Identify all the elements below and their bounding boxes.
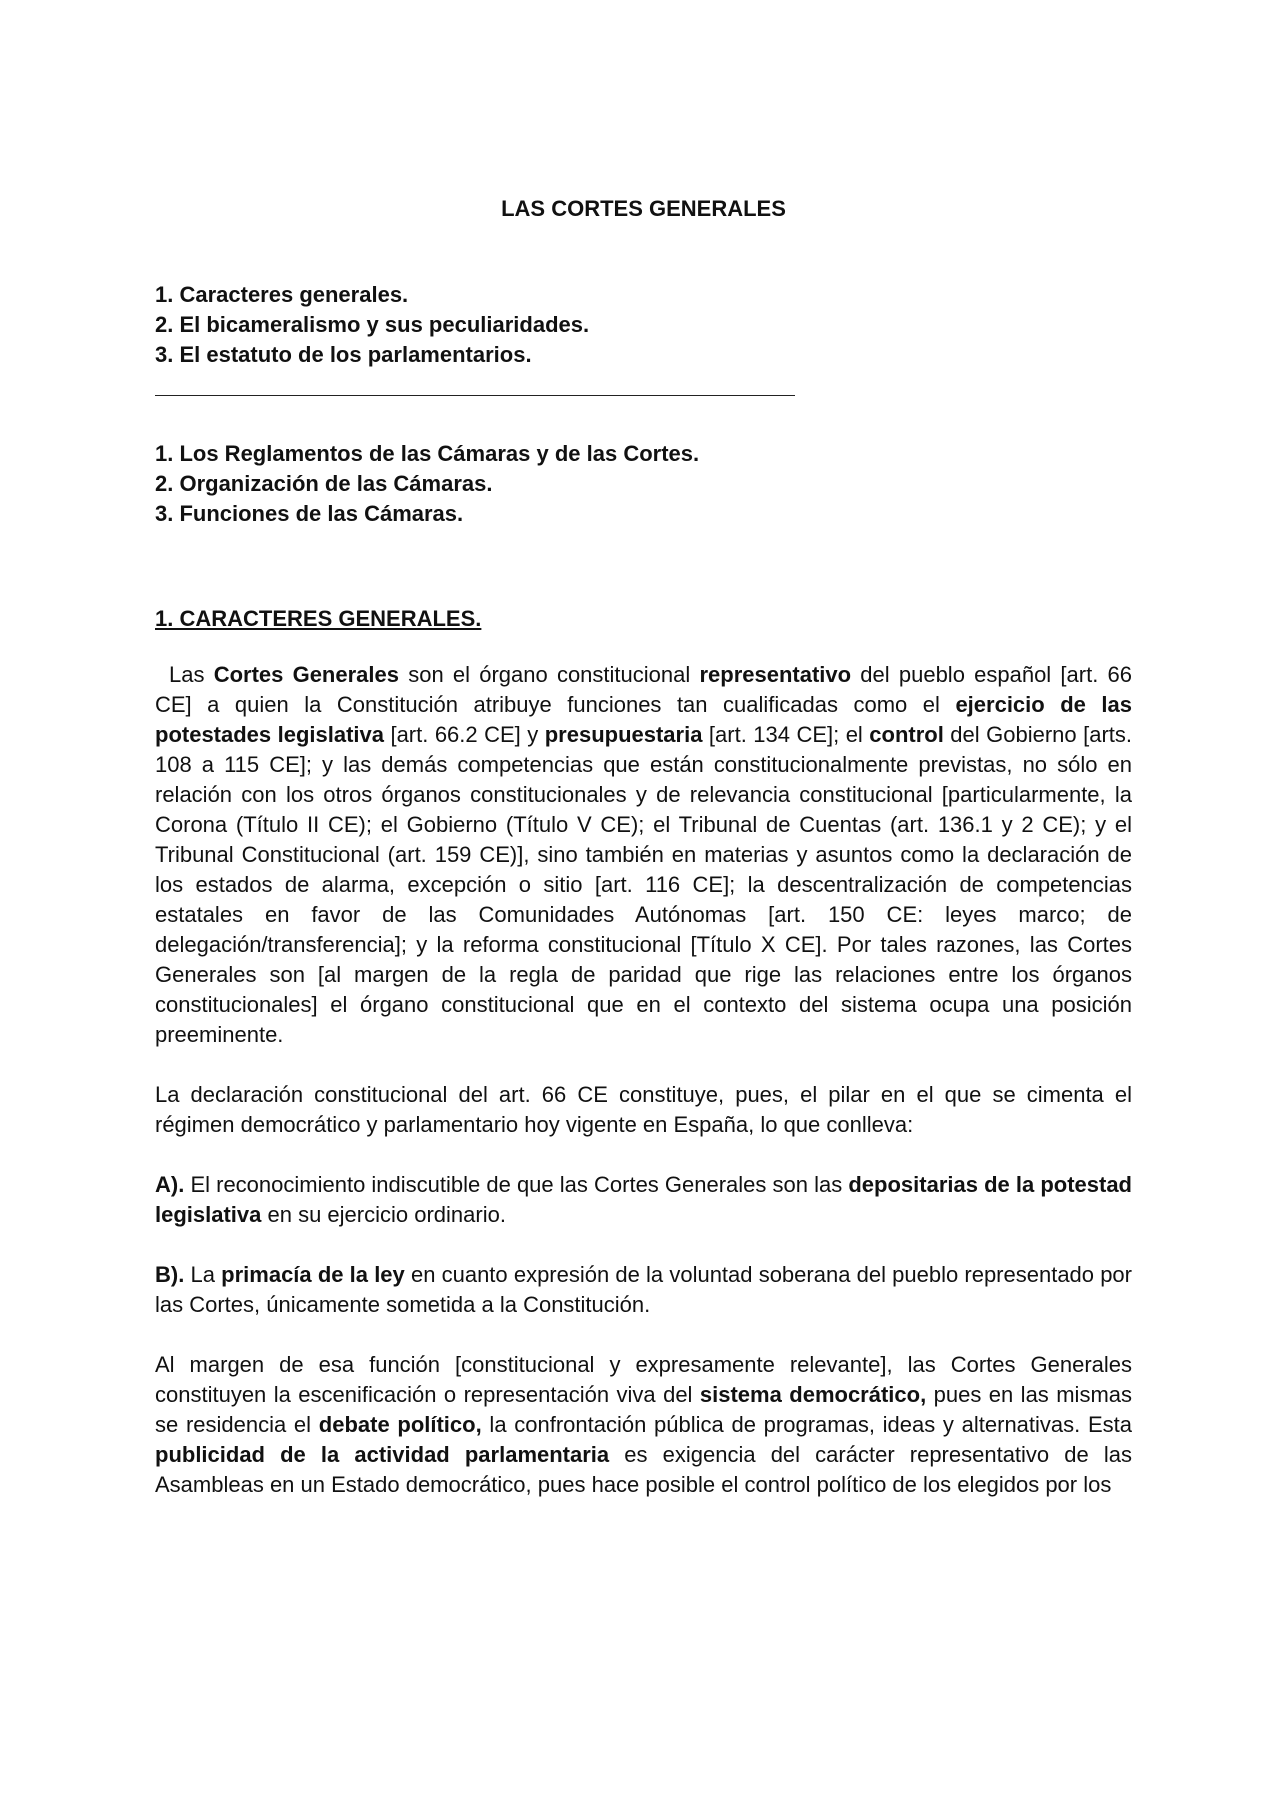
bold-run: control [869,722,944,747]
bold-run: Cortes Generales [213,662,399,687]
section-heading: 1. CARACTERES GENERALES. [155,606,482,631]
toc-item: 2. El bicameralismo y sus peculiaridades. [155,312,590,337]
toc-item: 3. El estatuto de los parlamentarios. [155,342,532,367]
text-run: Las [169,662,214,687]
bold-run: depositarias de la potestad legislativa [155,1172,1132,1227]
toc-item: 1. Caracteres generales. [155,282,409,307]
toc-item: 3. Funciones de las Cámaras. [155,501,464,526]
toc-part2 [155,439,1132,529]
bold-run: primacía de la ley [221,1262,405,1287]
text-run: [art. 134 CE]; el [702,722,870,747]
toc-item: 2. Organización de las Cámaras. [155,471,493,496]
bold-run: debate político, [318,1412,482,1437]
list-label: B). [155,1262,185,1287]
text-run: en su ejercicio ordinario. [261,1202,506,1227]
bold-run: publicidad de la actividad parlamentaria [155,1442,610,1467]
paragraph-point-b [155,1260,1132,1320]
paragraph-point-a [155,1170,1132,1230]
text-run: La [184,1262,222,1287]
list-label: A). [155,1172,185,1197]
horizontal-divider [155,395,795,396]
paragraph-al-margen [155,1350,1132,1500]
text-run: [art. 66.2 CE] y [384,722,545,747]
document-title: LAS CORTES GENERALES [501,196,786,221]
text-run: en cuanto expresión de la voluntad soberana del pueblo representado por las Cortes, únicamente sometida a la Constitución. [155,1262,1132,1317]
text-run: pues en las mismas se residencia el [155,1382,1133,1437]
text-run: son el órgano constitucional [399,662,700,687]
bold-run: ejercicio de las potestades legislativa [155,692,1132,747]
bold-run: representativo [699,662,852,687]
text-run: Al margen de esa función [constitucional y expresamente relevante], las Cortes Generales constituyen la escenificación o representación viva del [155,1352,1132,1407]
toc-part1 [155,280,1132,370]
text-run: la confrontación pública de programas, ideas y alternativas. Esta [481,1412,1132,1437]
bold-run: presupuestaria [544,722,703,747]
toc-item: 1. Los Reglamentos de las Cámaras y de las Cortes. [155,441,700,466]
bold-run: sistema democrático, [699,1382,927,1407]
paragraph-declaracion: La declaración constitucional del art. 66 CE constituye, pues, el pilar en el que se cimenta el régimen democrático y parlamentario hoy vigente en España, lo que conlleva: [155,1082,1132,1137]
paragraph-cortes-intro [155,660,1132,1050]
text-run: El reconocimiento indiscutible de que las Cortes Generales son las [184,1172,849,1197]
text-run: del Gobierno [arts. 108 a 115 CE]; y las demás competencias que están constitucionalmente previstas, no sólo en relación con los otros órganos constitucionales y de relevancia constitucional [particularmente, la Corona (Título II CE); el Gobierno (Título V CE); el Tribunal de Cuentas (art. 136.1 y 2 CE); y el Tribunal Constitucional (art. 159 CE)], sino también en materias y asuntos como la declaración de los estados de alarma, excepción o sitio [art. 116 CE]; la descentralización de competencias estatales en favor de las Comunidades Autónomas [art. 150 CE: leyes marco; de delegación/transferencia]; y la reforma constitucional [Título X CE]. Por tales razones, las Cortes Generales son [al margen de la regla de paridad que rige las relaciones entre los órganos constitucionales] el órgano constitucional que en el contexto del sistema ocupa una posición preeminente. [155,722,1132,1047]
text-run: es exigencia del carácter representativo de las Asambleas en un Estado democrático, pues hace posible el control político de los elegidos por los [155,1442,1132,1497]
text-run: del pueblo español [art. 66 CE] a quien la Constitución atribuye funciones tan cualificadas como el [155,662,1132,717]
